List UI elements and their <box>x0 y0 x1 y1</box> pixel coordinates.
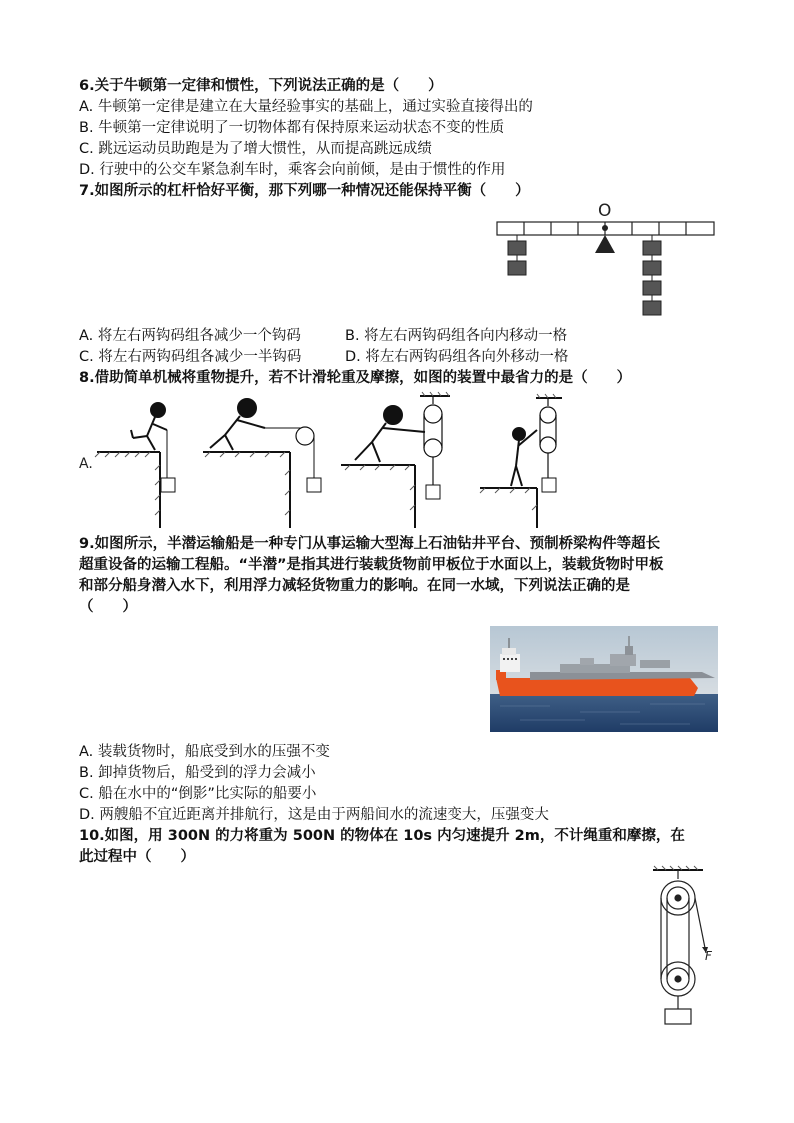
pulley-block-figure <box>648 865 723 1030</box>
right-weights <box>643 235 661 315</box>
fulcrum-icon <box>595 235 615 253</box>
figure-a-direct-pull <box>95 403 175 528</box>
figure-b-fixed-pulley <box>203 399 321 528</box>
pivot-point <box>602 225 608 231</box>
figure-c-pulley-set <box>341 392 450 528</box>
q7-option-d: D. 将左右两钩码组各向外移动一格 <box>345 349 569 365</box>
q9-option-c: C. 船在水中的“倒影”比实际的船要小 <box>79 786 317 802</box>
q6-stem: 6.关于牛顿第一定律和惯性，下列说法正确的是（ ） <box>79 78 443 94</box>
q7-stem: 7.如图所示的杠杆恰好平衡，那下列哪一种情况还能保持平衡（ ） <box>79 183 530 199</box>
q9-option-a: A. 装载货物时，船底受到水的压强不变 <box>79 744 330 760</box>
q9-option-b: B. 卸掉货物后，船受到的浮力会减小 <box>79 765 316 781</box>
q7-option-b: B. 将左右两钩码组各向内移动一格 <box>345 328 568 344</box>
q6-option-c: C. 跳远运动员助跑是为了增大惯性，从而提高跳远成绩 <box>79 141 432 157</box>
semi-submersible-ship-photo <box>490 626 718 732</box>
pivot-label: O <box>598 201 612 221</box>
q10-stem-line1: 10.如图，用 300N 的力将重为 500N 的物体在 10s 内匀速提升 2m，不计绳重和摩擦，在 <box>79 828 685 844</box>
lever-figure <box>490 198 720 323</box>
q6-option-d: D. 行驶中的公交车紧急刹车时，乘客会向前倾，是由于惯性的作用 <box>79 162 506 178</box>
q9-option-d: D. 两艘船不宜近距离并排航行，这是由于两船间水的流速变大，压强变大 <box>79 807 549 823</box>
q9-stem-line1: 9.如图所示，半潜运输船是一种专门从事运输大型海上石油钻井平台、预制桥梁构件等超长 <box>79 536 661 552</box>
q6-option-b: B. 牛顿第一定律说明了一切物体都有保持原来运动状态不变的性质 <box>79 120 505 136</box>
q7-option-c: C. 将左右两钩码组各减少一半钩码 <box>79 349 302 365</box>
q9-stem-line4: （ ） <box>79 599 137 615</box>
machines-figure <box>75 390 575 530</box>
q7-option-a: A. 将左右两钩码组各减少一个钩码 <box>79 328 301 344</box>
q6-option-a: A. 牛顿第一定律是建立在大量经验事实的基础上，通过实验直接得出的 <box>79 99 533 115</box>
q9-stem-line2: 超重设备的运输工程船。“半潜”是指其进行装载货物前甲板位于水面以上，装载货物时甲板 <box>79 557 664 573</box>
q8-stem: 8.借助简单机械将重物提升，若不计滑轮重及摩擦，如图的装置中最省力的是（ ） <box>79 370 632 386</box>
q10-stem-line2: 此过程中（ ） <box>79 849 195 865</box>
left-weights <box>508 235 526 275</box>
force-label: F <box>705 949 712 963</box>
q9-stem-line3: 和部分船身潜入水下，利用浮力减轻货物重力的影响。在同一水域，下列说法正确的是 <box>79 578 630 594</box>
figure-d-pulley-set <box>480 394 562 528</box>
figure-a-label: A. <box>79 456 93 472</box>
